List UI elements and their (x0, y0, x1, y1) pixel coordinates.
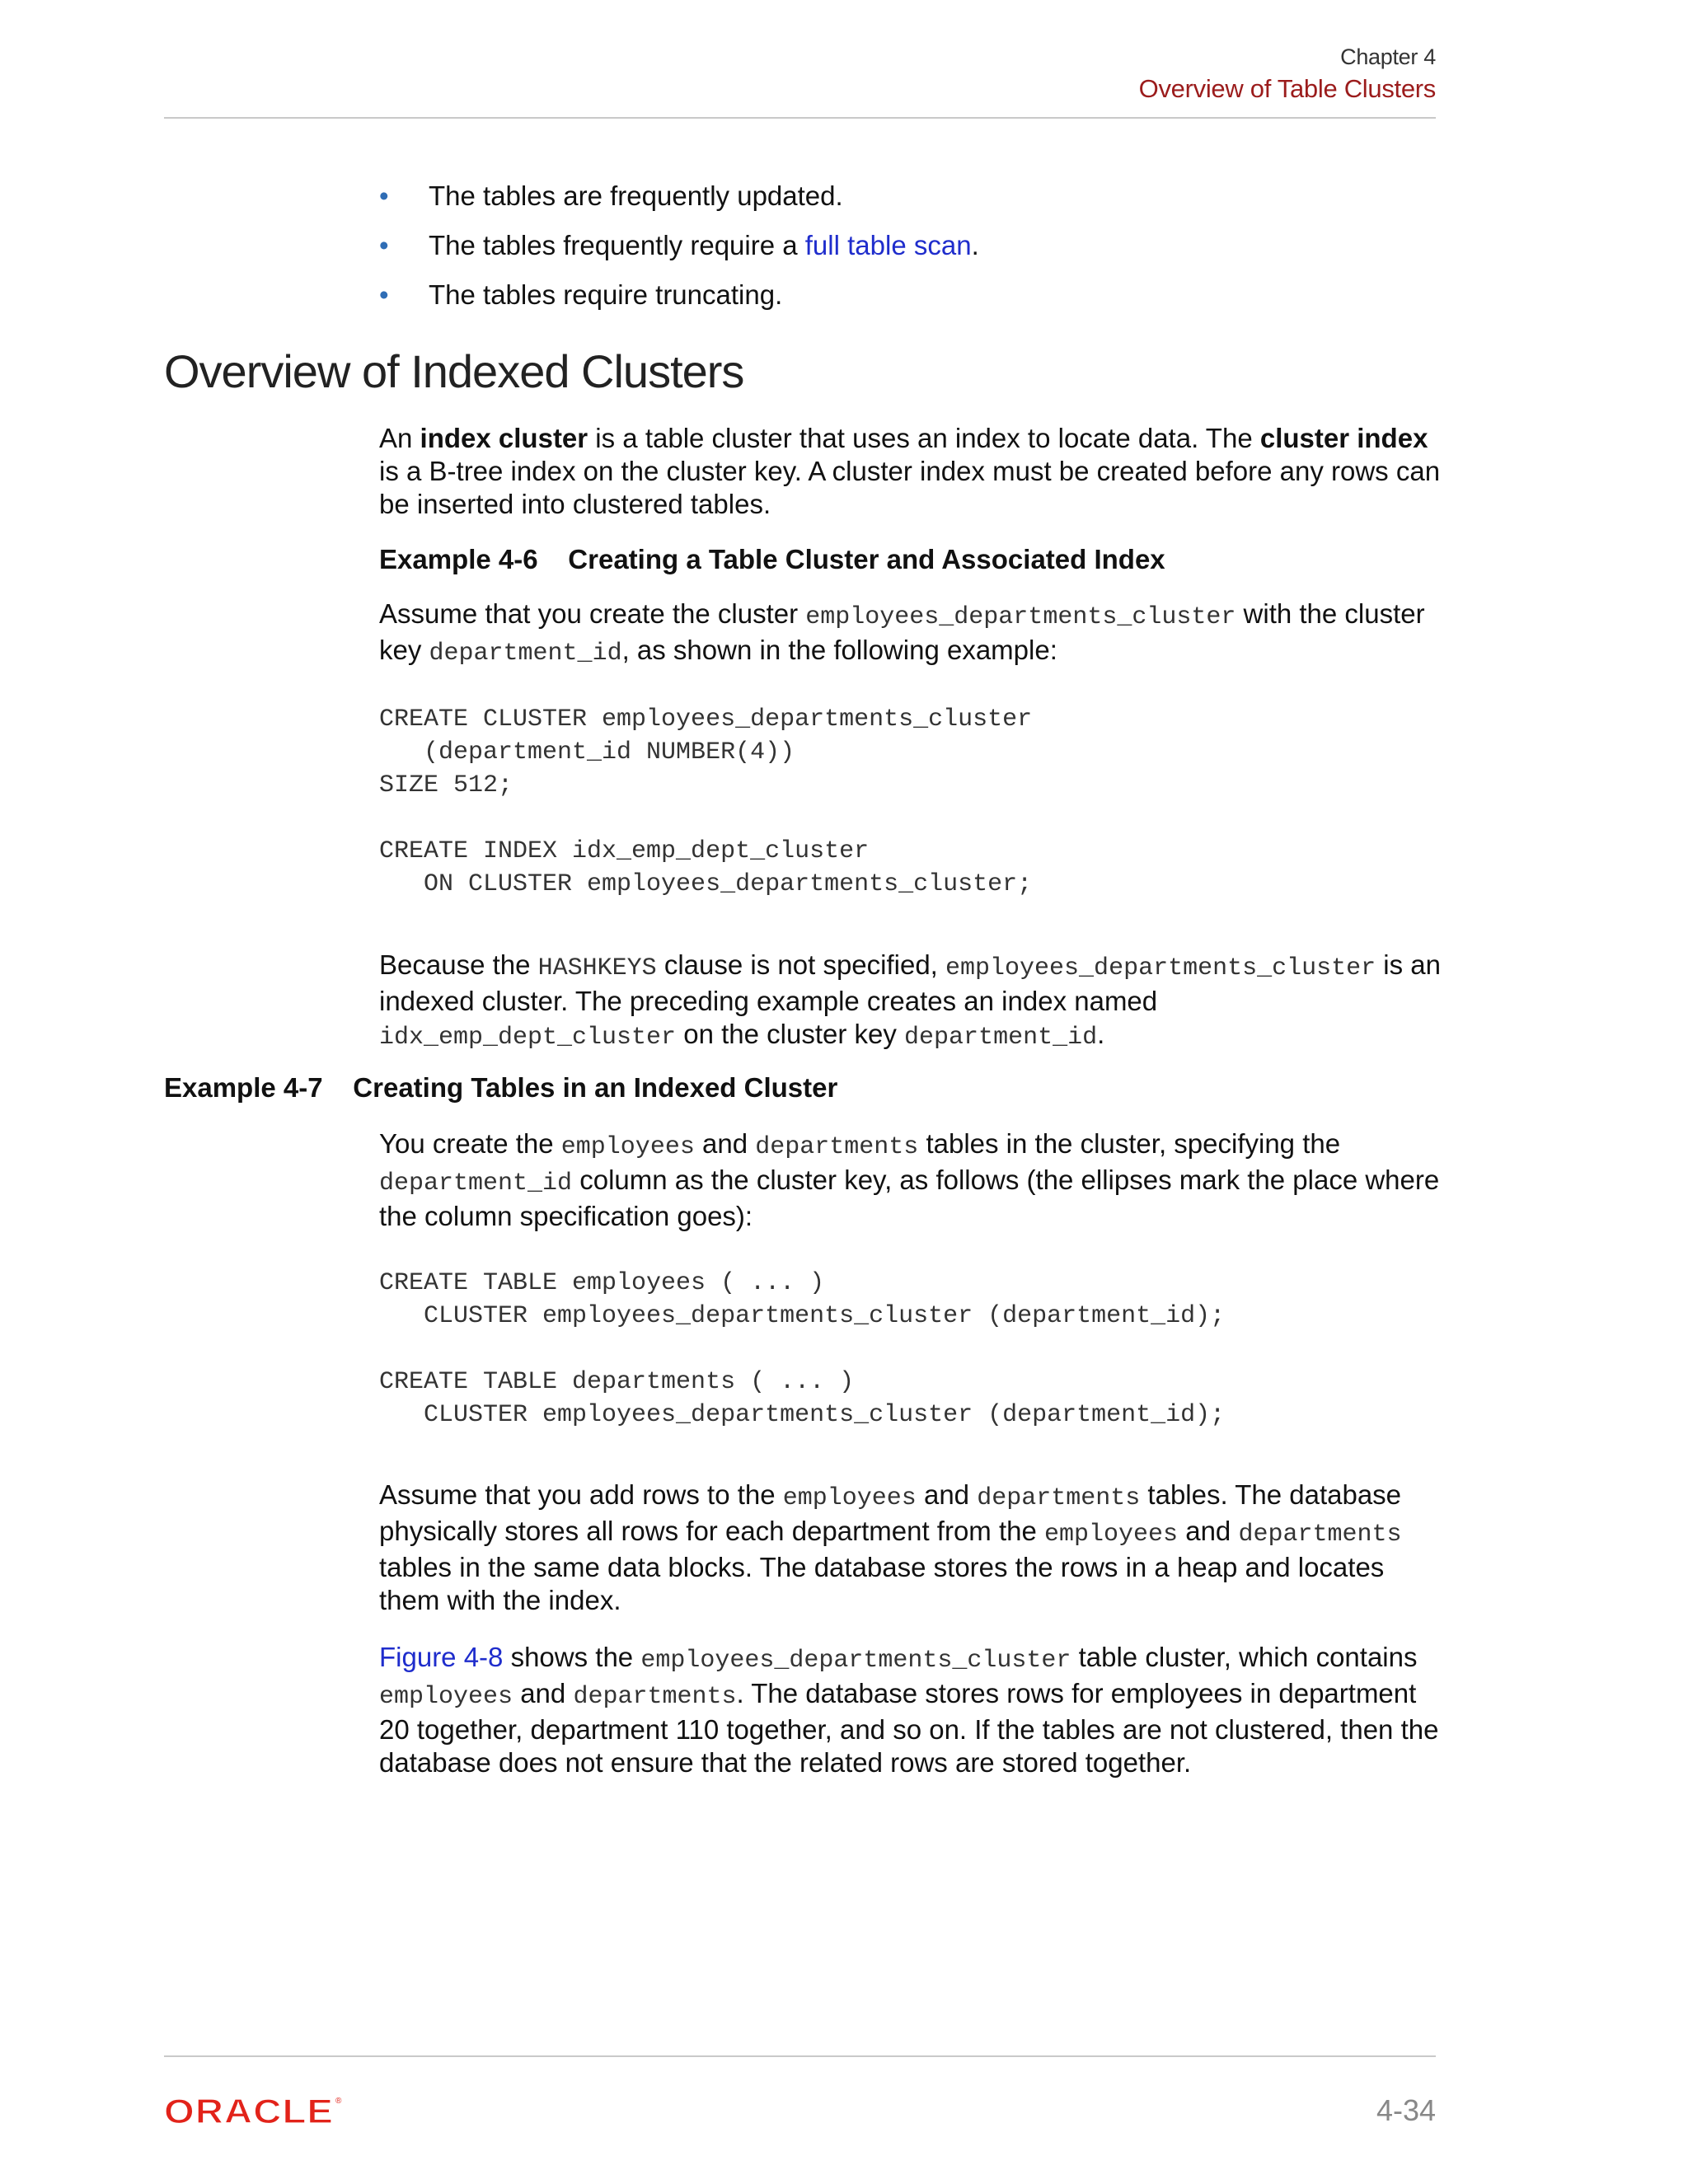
intro-paragraph: An index cluster is a table cluster that uses an index to locate data. The cluster index is a B-tree index on the cluster key. A cluster index must be created before any rows can be inserted into clustered tables. (379, 423, 1441, 519)
figure-4-8-link[interactable]: Figure 4-8 (379, 1642, 504, 1672)
code-block-create-cluster: CREATE CLUSTER employees_departments_cluster (department_id NUMBER(4)) SIZE 512; CREATE INDEX idx_emp_dept_cluster ON CLUSTER employees_departments_cluster; (379, 705, 1033, 898)
list-item (379, 229, 979, 279)
example-4-7-paragraph-1: You create the employees and departments tables in the cluster, specifying the department_id column as the cluster key, as follows (the ellipses mark the place where the column specification goes): (379, 1128, 1440, 1231)
oracle-logo (164, 2092, 345, 2130)
header-chapter: Chapter 4 (1340, 45, 1436, 69)
bullet-icon: • (379, 230, 389, 260)
bullet-icon: • (379, 180, 389, 211)
term-index-cluster: index cluster (420, 423, 588, 453)
term-cluster-index: cluster index (1259, 423, 1428, 453)
full-table-scan-link[interactable]: full table scan (804, 230, 972, 260)
bullet-list (379, 180, 979, 328)
bullet-icon: • (379, 279, 389, 310)
footer-divider (164, 2055, 1436, 2057)
bullet-text: The tables are frequently updated. (429, 180, 843, 211)
example-4-6-title: Example 4-6 Creating a Table Cluster and Associated Index (379, 544, 1165, 574)
list-item (379, 279, 979, 328)
example-4-7-paragraph-3: Figure 4-8 shows the employees_departments_cluster table cluster, which contains employees and departments. The database stores rows for employees in department 20 together, department 110 together, and so on. If the tables are not clustered, then the database does not ensure that the related rows are stored together. (379, 1642, 1439, 1778)
header-divider (164, 117, 1436, 119)
example-4-6-paragraph-1: Assume that you create the cluster employees_departments_cluster with the cluster key department_id, as shown in the following example: (379, 598, 1425, 668)
section-heading: Overview of Indexed Clusters (164, 345, 744, 397)
bullet-text: The tables require truncating. (429, 279, 783, 310)
code-block-create-tables: CREATE TABLE employees ( ... ) CLUSTER employees_departments_cluster (department_id); CREATE TABLE departments ( ... ) CLUSTER employees_departments_cluster (department_id); (379, 1269, 1226, 1429)
svg-text:®: ® (335, 2097, 342, 2106)
svg-text:ORACLE: ORACLE (164, 2092, 334, 2130)
bullet-text-end: . (971, 230, 979, 260)
example-4-6-paragraph-2: Because the HASHKEYS clause is not specified, employees_departments_cluster is an indexed cluster. The preceding example creates an index named idx_emp_dept_cluster on the cluster key department_id. (379, 949, 1441, 1052)
example-4-7-title: Example 4-7 Creating Tables in an Indexed Cluster (164, 1072, 838, 1103)
page-number: 4-34 (1376, 2093, 1436, 2127)
bullet-text: The tables frequently require a (429, 230, 805, 260)
example-4-7-paragraph-2: Assume that you add rows to the employees and departments tables. The database physically stores all rows for each department from the employees and departments tables in the same data blocks. The database stores the rows in a heap and locates them with the index. (379, 1479, 1402, 1615)
header-section-title: Overview of Table Clusters (1138, 74, 1436, 103)
list-item (379, 180, 979, 229)
